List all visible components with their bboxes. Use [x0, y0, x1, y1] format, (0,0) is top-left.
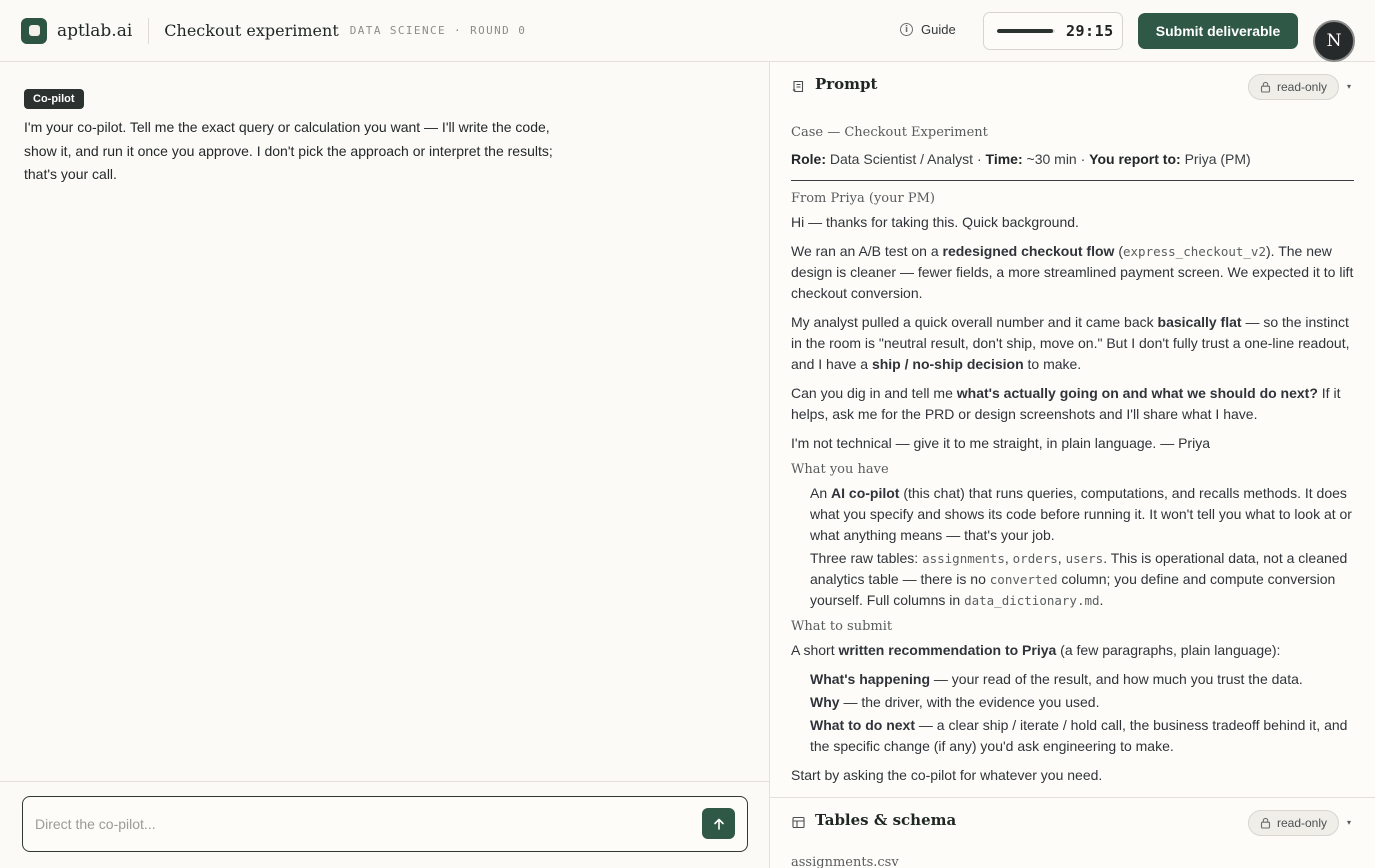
meta-separator: ·	[976, 151, 982, 167]
have-list	[791, 483, 1354, 611]
column-name: converted	[989, 572, 1058, 587]
message-paragraph: My analyst pulled a quick overall number and it came back basically flat — so the instinct in the room is "neutral result, don't ship, move on." But I don't fully trust a one-line readout, and I have a ship / no-ship decision to make.	[791, 314, 1350, 372]
avatar[interactable]: N	[1313, 20, 1355, 62]
collapse-caret-icon[interactable]: ▾	[1347, 818, 1352, 827]
submit-heading: What to submit	[791, 619, 893, 634]
tables-section-title: Tables & schema	[815, 811, 957, 829]
prompt-section-header[interactable]	[770, 62, 1375, 110]
chat-pane	[0, 62, 770, 868]
message-signoff: I'm not technical — give it to me straight, in plain language. — Priya	[791, 435, 1210, 451]
composer-area	[0, 781, 769, 868]
table-name: users	[1065, 551, 1104, 566]
lock-icon	[1260, 817, 1271, 829]
project-subtitle: DATA SCIENCE · ROUND 0	[349, 24, 527, 37]
tables-section-header[interactable]	[770, 798, 1375, 846]
brand-name[interactable]: aptlab.ai	[57, 20, 133, 41]
timer-progress-bar	[997, 29, 1055, 33]
table-name: assignments	[922, 551, 1005, 566]
table-name: orders	[1012, 551, 1058, 566]
copilot-input[interactable]	[35, 813, 675, 835]
message-paragraph: Hi — thanks for taking this. Quick background.	[791, 214, 1079, 230]
table-file-name[interactable]: assignments.csv	[791, 855, 899, 868]
guide-button[interactable]	[900, 22, 956, 37]
meta-separator: ·	[1080, 151, 1086, 167]
lock-icon	[1260, 81, 1271, 93]
submit-intro: A short written recommendation to Priya (a few paragraphs, plain language):	[791, 642, 1281, 658]
logo-icon[interactable]	[21, 18, 47, 44]
submit-deliverable-button[interactable]: Submit deliverable	[1138, 13, 1298, 49]
submit-item: What's happening — your read of the result, and how much you trust the data.	[810, 671, 1303, 687]
time-value: ~30 min	[1026, 151, 1077, 167]
submit-list	[791, 669, 1354, 757]
case-title: Case — Checkout Experiment	[791, 125, 988, 140]
table-icon	[791, 815, 806, 830]
copilot-intro-message: I'm your co-pilot. Tell me the exact query or calculation you want — I'll write the code, show it, and run it once you approve. I don't pick the approach or interpret the results; that's your call.	[24, 119, 553, 182]
header-divider	[148, 18, 149, 44]
message-paragraph: Can you dig in and tell me what's actually going on and what we should do next? If it helps, ask me for the PRD or design screenshots and I'll share what I have.	[791, 385, 1341, 422]
arrow-up-icon	[712, 817, 726, 831]
read-only-badge	[1248, 810, 1339, 836]
closing-line: Start by asking the co-pilot for whatever you need.	[791, 767, 1103, 783]
role-label: Role:	[791, 151, 826, 167]
composer[interactable]	[22, 796, 748, 852]
read-only-badge	[1248, 74, 1339, 100]
info-icon: i	[900, 23, 913, 36]
scroll-icon	[791, 79, 806, 94]
role-value: Data Scientist / Analyst	[829, 151, 974, 167]
submit-item: What to do next — a clear ship / iterate / hold call, the business tradeoff behind it, and the specific change (if any) you'd ask engineering to make.	[810, 717, 1348, 754]
brief-pane	[770, 62, 1375, 868]
experiment-code: express_checkout_v2	[1123, 244, 1266, 259]
prompt-content	[791, 122, 1354, 786]
have-item: An AI co-pilot (this chat) that runs queries, computations, and recalls methods. It does what you specify and shows its code before running it. It won't tell you what to look at or what anything means — that's your job.	[810, 485, 1352, 543]
read-only-label: read-only	[1276, 80, 1328, 94]
top-bar	[0, 0, 1375, 62]
report-label: You report to:	[1089, 151, 1181, 167]
prompt-section-title: Prompt	[815, 75, 878, 93]
timer	[983, 12, 1123, 50]
timer-progress-fill	[997, 29, 1053, 33]
submit-item: Why — the driver, with the evidence you used.	[810, 694, 1100, 710]
collapse-caret-icon[interactable]: ▾	[1347, 82, 1352, 91]
file-name: data_dictionary.md	[964, 593, 1100, 608]
copilot-badge: Co-pilot	[24, 89, 84, 109]
read-only-label: read-only	[1276, 816, 1328, 830]
have-item: Three raw tables: assignments, orders, users. This is operational data, not a cleaned analytics table — there is no converted column; you define and compute conversion yourself. Full columns in data_dictionary.md.	[810, 550, 1348, 608]
from-heading: From Priya (your PM)	[791, 191, 935, 206]
report-value: Priya (PM)	[1184, 151, 1251, 167]
timer-value: 29:15	[1066, 22, 1114, 40]
time-label: Time:	[985, 151, 1023, 167]
message-paragraph: We ran an A/B test on a redesigned checkout flow (express_checkout_v2). The new design is cleaner — fewer fields, a more streamlined payment screen. We expected it to lift checkout conversion.	[791, 243, 1354, 301]
guide-label: Guide	[921, 22, 956, 37]
project-title: Checkout experiment	[164, 21, 339, 40]
have-heading: What you have	[791, 462, 889, 477]
case-meta	[791, 149, 1354, 181]
send-button[interactable]	[702, 808, 735, 839]
